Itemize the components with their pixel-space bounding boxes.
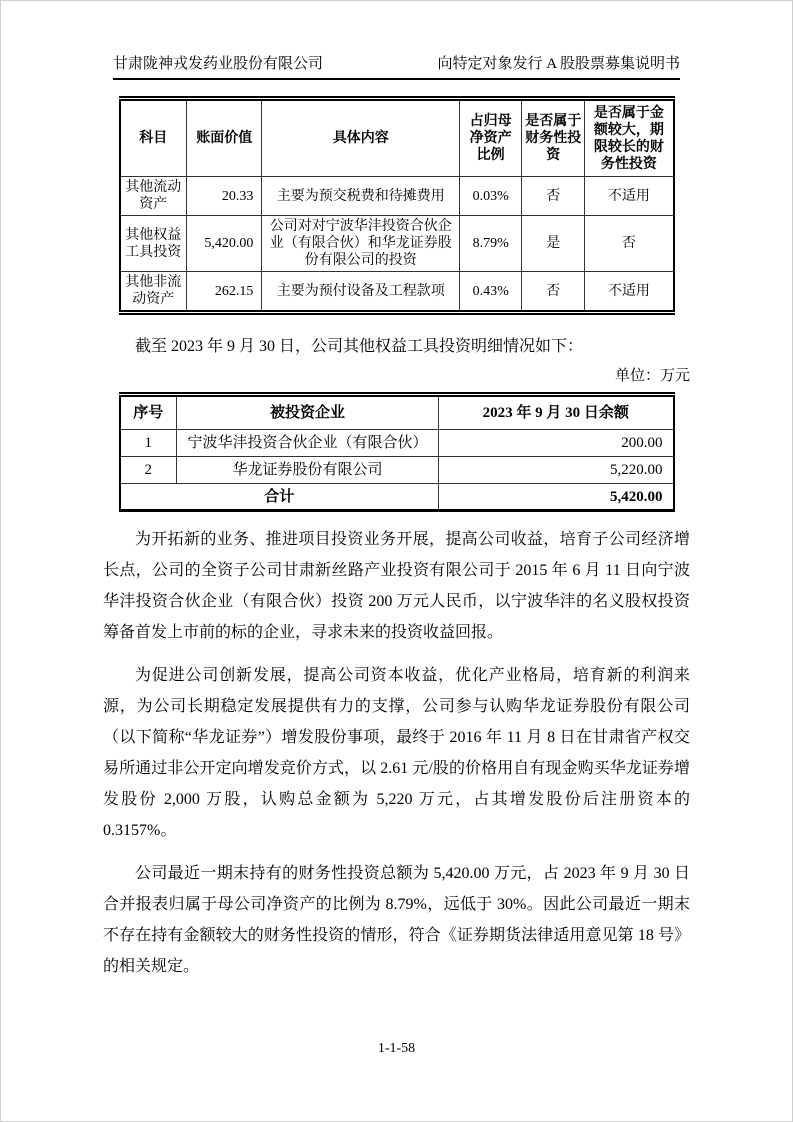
col-header-subject: 科目: [120, 99, 187, 177]
cell-is-large: 不适用: [585, 177, 674, 216]
table-row: [120, 177, 674, 216]
cell-book-value: 262.15: [187, 272, 262, 313]
cell-is-financial: 是: [522, 216, 585, 272]
cell-is-financial: 否: [522, 272, 585, 313]
financial-investment-table: [119, 96, 675, 315]
intro-paragraph: 截至 2023 年 9 月 30 日，公司其他权益工具投资明细情况如下：: [135, 338, 584, 355]
table-row: [120, 430, 674, 457]
cell-is-financial: 否: [522, 177, 585, 216]
col-header-book-value: 账面价值: [187, 99, 262, 177]
col-header-ratio: 占归母净资产比例: [460, 99, 522, 177]
cell-index: 2: [120, 457, 177, 484]
table-row: [120, 272, 674, 313]
cell-is-large: 否: [585, 216, 674, 272]
cell-investee: 宁波华沣投资合伙企业（有限合伙）: [177, 430, 439, 457]
header-doc-title: 向特定对象发行 A 股股票募集说明书: [437, 56, 680, 72]
cell-book-value: 20.33: [187, 177, 262, 216]
cell-ratio: 0.43%: [460, 272, 522, 313]
body-paragraph-2: 为促进公司创新发展，提高公司资本收益，优化产业格局，培育新的利润来源，为公司长期稳定发展提供有力的支撑，公司参与认购华龙证券股份有限公司（以下简称“华龙证券”）增发股份事项，最终于 2016 年 11 月 8 日在甘肃省产权交易所通过非公开定向增发竞价方式，以 2.61 元/股的价格用自有现金购买华龙证券增发股份 2,000 万股，认购总金额为 5,220 万元，占其增发股份后注册资本的 0.3157%。: [103, 667, 690, 839]
cell-total-label: 合计: [120, 484, 439, 511]
cell-detail: 主要为预交税费和待摊费用: [262, 177, 460, 216]
body-paragraph-1: 为开拓新的业务、推进项目投资业务开展，提高公司收益，培育子公司经济增长点，公司的全资子公司甘肃新丝路产业投资有限公司于 2015 年 6 月 11 日向宁波华沣投资合伙企业（有限合伙）投资 200 万元人民币，以宁波华沣的名义股权投资筹备首发上市前的标的企业，寻求未来的投资收益回报。: [103, 531, 690, 641]
cell-subject: 其他流动资产: [120, 177, 187, 216]
unit-label: 单位：万元: [614, 368, 690, 384]
header-company-name: 甘肃陇神戎发药业股份有限公司: [113, 56, 324, 72]
cell-subject: 其他权益工具投资: [120, 216, 187, 272]
col-header-detail: 具体内容: [262, 99, 460, 177]
page-number: 1-1-58: [377, 1041, 416, 1056]
cell-balance: 200.00: [439, 430, 674, 457]
cell-book-value: 5,420.00: [187, 216, 262, 272]
col-header-is-financial: 是否属于财务性投资: [522, 99, 585, 177]
cell-balance: 5,220.00: [439, 457, 674, 484]
table-row: [120, 457, 674, 484]
cell-ratio: 0.03%: [460, 177, 522, 216]
col-header-balance: 2023 年 9 月 30 日余额: [439, 395, 674, 430]
cell-subject: 其他非流动资产: [120, 272, 187, 313]
cell-index: 1: [120, 430, 177, 457]
col-header-is-large: 是否属于金额较大，期限较长的财务性投资: [585, 99, 674, 177]
page-footer: [1, 1041, 792, 1057]
table-total-row: [120, 484, 674, 511]
investee-table: [119, 392, 675, 512]
cell-detail: 主要为预付设备及工程款项: [262, 272, 460, 313]
table-header-row: [120, 395, 674, 430]
page-header: [113, 54, 680, 80]
cell-is-large: 不适用: [585, 272, 674, 313]
cell-investee: 华龙证券股份有限公司: [177, 457, 439, 484]
body-paragraph-3: 公司最近一期末持有的财务性投资总额为 5,420.00 万元，占 2023 年 9 月 30 日合并报表归属于母公司净资产的比例为 8.79%，远低于 30%。因此公司最近一期末不存在持有金额较大的财务性投资的情形，符合《证券期货法律适用意见第 18 号》的相关规定。: [103, 865, 690, 975]
cell-ratio: 8.79%: [460, 216, 522, 272]
cell-detail: 公司对对宁波华沣投资合伙企业（有限合伙）和华龙证券股份有限公司的投资: [262, 216, 460, 272]
col-header-investee: 被投资企业: [177, 395, 439, 430]
col-header-index: 序号: [120, 395, 177, 430]
table-row: [120, 216, 674, 272]
table-header-row: [120, 99, 674, 177]
cell-total-balance: 5,420.00: [439, 484, 674, 511]
